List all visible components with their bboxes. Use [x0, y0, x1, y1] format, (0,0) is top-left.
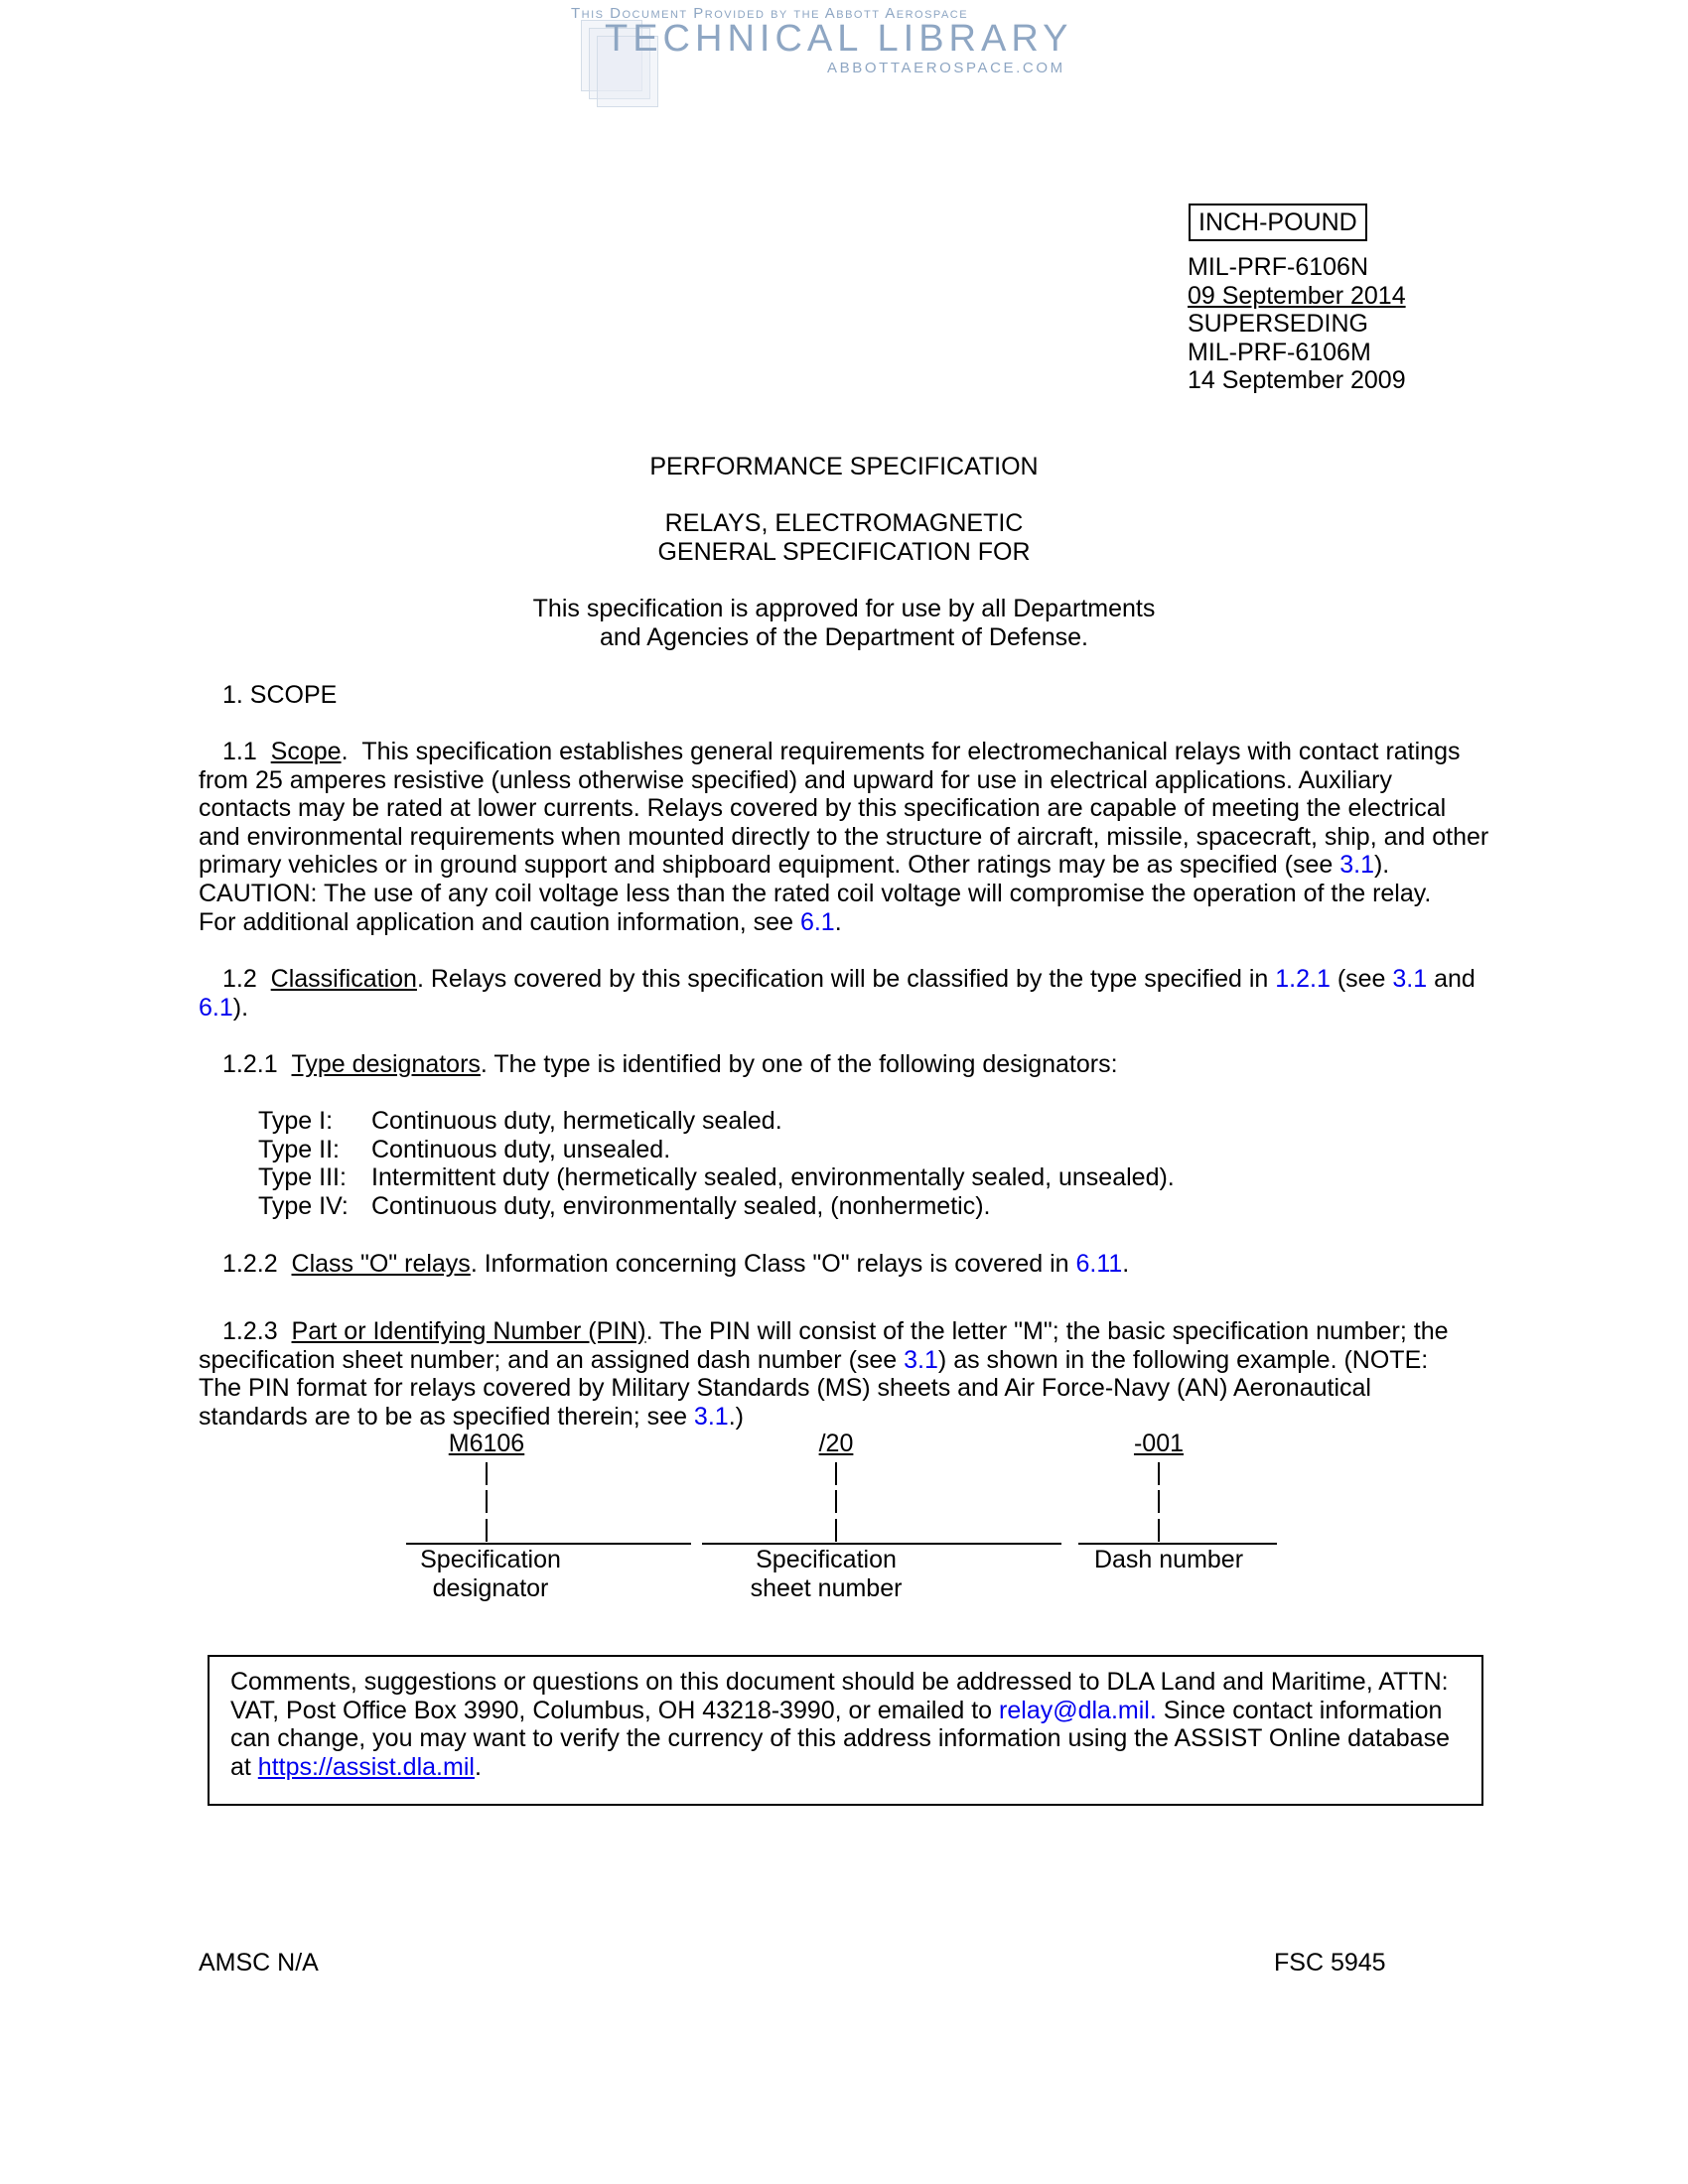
type-description: Continuous duty, hermetically sealed.	[371, 1107, 782, 1135]
cross-ref-link-3-1[interactable]: 3.1	[693, 1402, 729, 1431]
list-item	[258, 1163, 1175, 1192]
type-key: Type II:	[258, 1135, 340, 1163]
connector-tick: |	[832, 1514, 840, 1543]
watermark-title: TECHNICAL LIBRARY	[605, 18, 1073, 60]
paragraph-text: VAT, Post Office Box 3990, Columbus, OH 43218-3990, or emailed to	[230, 1696, 1000, 1724]
cross-ref-link-1-2-1[interactable]: 1.2.1	[1275, 965, 1331, 993]
pin-label-line: sheet number	[750, 1573, 903, 1602]
connector-tick: |	[1155, 1486, 1163, 1515]
pin-part-spec-designator	[407, 1430, 566, 1543]
paragraph-text: (see	[1330, 965, 1393, 993]
doc-number: MIL-PRF-6106N	[1188, 253, 1368, 281]
pin-label	[1084, 1546, 1253, 1574]
paragraph-text: The PIN format for relays covered by Military Standards (MS) sheets and Air Force-Navy (AN) Aeronautical	[199, 1374, 1371, 1403]
cross-ref-link-6-1[interactable]: 6.1	[799, 907, 835, 936]
section-number: 1.2	[222, 965, 257, 993]
paragraph-text: .	[1122, 1250, 1130, 1278]
section-1-1: 1.1 Scope. This specification establishes general requirements for electromechanical relays with contact ratings from 25 amperes resistive (unless otherwise specified) and upward for use in electrical applications. Auxiliary contacts may be rated at lower currents. Relays covered by this specification are capable of meeting the electrical and environmental requirements when mounted directly to the structure of aircraft, missile, spacecraft, ship, and other primary vehicles or in ground support and shipboard equipment. Other ratings may be as specified (see 3.1). CAUTION: The use of any coil voltage less than the rated coil voltage will compromise the operation of the relay. For additional application and caution information, see 6.1.	[199, 738, 1489, 936]
paragraph-text: from 25 amperes resistive (unless otherwise specified) and upward for use in electrical applications. Auxiliary	[199, 765, 1392, 794]
connector-tick: |	[483, 1457, 491, 1486]
paragraph-text: .	[834, 907, 842, 936]
pin-label-line: Dash number	[1093, 1546, 1244, 1573]
cross-ref-link-6-1[interactable]: 6.1	[199, 993, 233, 1022]
type-description: Continuous duty, unsealed.	[371, 1135, 671, 1163]
paragraph-text: ).	[1373, 851, 1390, 880]
divider-line	[1078, 1543, 1277, 1545]
watermark-provider-line: This Document Provided by the Abbott Aerospace	[571, 5, 969, 22]
paragraph-text: ).	[232, 993, 249, 1022]
list-item	[258, 1136, 1175, 1164]
connector-tick: |	[832, 1486, 840, 1515]
section-title: Classification	[270, 965, 417, 993]
pin-label-line: designator	[432, 1573, 549, 1602]
section-number: 1.2.1	[222, 1050, 278, 1078]
email-link[interactable]: relay@dla.mil.	[999, 1696, 1157, 1724]
paragraph-text: For additional application and caution information, see	[199, 907, 800, 936]
document-id-block	[1188, 253, 1406, 395]
spec-type-title: PERFORMANCE SPECIFICATION	[649, 453, 1039, 480]
list-item	[258, 1107, 1175, 1136]
type-designator-list	[258, 1107, 1175, 1220]
section-number: 1.1	[222, 738, 257, 765]
type-key: Type IV:	[258, 1191, 349, 1220]
pin-label-line: Specification	[420, 1546, 561, 1573]
divider-line	[702, 1543, 1061, 1545]
divider-line	[406, 1543, 691, 1545]
pin-part-dash-number	[1084, 1430, 1233, 1543]
connector-tick: |	[1155, 1457, 1163, 1486]
watermark-url: ABBOTTAEROSPACE.COM	[827, 60, 1065, 76]
superseding-label: SUPERSEDING	[1188, 310, 1368, 339]
comments-text	[230, 1668, 1472, 1781]
pin-code: /20	[818, 1430, 854, 1457]
cross-ref-link-6-11[interactable]: 6.11	[1075, 1250, 1123, 1278]
section-1-2	[199, 965, 1489, 1022]
type-key: Type I:	[258, 1107, 334, 1135]
pin-part-sheet-number	[757, 1430, 915, 1543]
section-title: Part or Identifying Number (PIN)	[291, 1317, 646, 1345]
cross-ref-link-3-1[interactable]: 3.1	[904, 1345, 938, 1374]
approval-line-2: and Agencies of the Department of Defense.	[600, 623, 1088, 651]
connector-tick: |	[483, 1486, 491, 1515]
superseded-date: 14 September 2009	[1188, 366, 1406, 395]
pin-example-diagram	[0, 1430, 1688, 1608]
pin-label-line: Specification	[756, 1546, 897, 1573]
section-title: Type designators	[291, 1050, 481, 1078]
paragraph-text: and environmental requirements when mounted directly to the structure of aircraft, missile, spacecraft, ship, and other	[199, 822, 1489, 851]
paragraph-text: standards are to be as specified therein; see	[199, 1402, 694, 1431]
pin-code: M6106	[448, 1430, 525, 1457]
connector-tick: |	[832, 1457, 840, 1486]
paragraph-text: . The PIN will consist of the letter "M"; the basic specification number; the	[645, 1317, 1449, 1345]
footer-fsc: FSC 5945	[1274, 1949, 1386, 1977]
type-description: Intermittent duty (hermetically sealed, environmentally sealed, unsealed).	[371, 1163, 1175, 1192]
list-item	[258, 1192, 1175, 1221]
paragraph-text: ) as shown in the following example. (NOTE:	[937, 1345, 1429, 1374]
comments-notice-box	[208, 1655, 1483, 1806]
type-key: Type III:	[258, 1163, 347, 1192]
cross-ref-link-3-1[interactable]: 3.1	[1392, 965, 1428, 993]
section-1-2-3	[199, 1317, 1489, 1431]
doc-date: 09 September 2014	[1188, 281, 1406, 310]
section-1-heading: 1. SCOPE	[222, 681, 338, 709]
watermark-logo	[569, 2, 1085, 113]
connector-tick: |	[1155, 1514, 1163, 1543]
paragraph-text: and	[1427, 965, 1476, 993]
cross-ref-link-3-1[interactable]: 3.1	[1339, 851, 1374, 880]
assist-url-link[interactable]: https://assist.dla.mil	[257, 1752, 475, 1781]
paragraph-text: . The type is identified by one of the following designators:	[480, 1050, 1118, 1078]
paragraph-text: Since contact information	[1156, 1696, 1443, 1724]
paragraph-text: This specification establishes general requirements for electromechanical relays with contact ratings	[361, 738, 1461, 765]
section-number: 1.2.3	[222, 1317, 278, 1345]
superseded-number: MIL-PRF-6106M	[1188, 338, 1371, 366]
caution-text: CAUTION: The use of any coil voltage less than the rated coil voltage will compromise the operation of the relay.	[199, 879, 1432, 907]
paragraph-text: contacts may be rated at lower currents. Relays covered by this specification are capable of meeting the electrical	[199, 794, 1447, 823]
section-title: Class "O" relays	[291, 1250, 471, 1278]
section-1-2-1	[199, 1050, 1489, 1079]
paragraph-text: specification sheet number; and an assigned dash number (see	[199, 1345, 905, 1374]
paragraph-text: can change, you may want to verify the currency of this address information using the ASSIST Online database	[230, 1724, 1450, 1753]
paragraph-text: . Relays covered by this specification will be classified by the type specified in	[416, 965, 1276, 993]
type-description: Continuous duty, environmentally sealed, (nonhermetic).	[371, 1191, 991, 1220]
subject-line-2: GENERAL SPECIFICATION FOR	[657, 538, 1031, 566]
pin-label	[406, 1546, 575, 1602]
section-1-2-2	[199, 1250, 1489, 1279]
paragraph-text: .	[474, 1752, 482, 1781]
connector-tick: |	[483, 1514, 491, 1543]
approval-line-1: This specification is approved for use by all Departments	[532, 595, 1156, 622]
paragraph-text: primary vehicles or in ground support and shipboard equipment. Other ratings may be as specified (see	[199, 851, 1340, 880]
paragraph-text: . Information concerning Class "O" relays is covered in	[470, 1250, 1076, 1278]
paragraph-text: .)	[728, 1402, 744, 1431]
units-badge: INCH-POUND	[1189, 204, 1367, 241]
footer-amsc: AMSC N/A	[199, 1949, 319, 1977]
pin-code: -001	[1133, 1430, 1185, 1457]
subject-line-1: RELAYS, ELECTROMAGNETIC	[664, 509, 1024, 537]
section-title: Scope	[270, 738, 342, 765]
paragraph-text: at	[230, 1752, 258, 1781]
section-number: 1.2.2	[222, 1250, 278, 1278]
paragraph-text: Comments, suggestions or questions on this document should be addressed to DLA Land and Maritime, ATTN:	[230, 1668, 1449, 1696]
pin-label	[747, 1546, 906, 1602]
